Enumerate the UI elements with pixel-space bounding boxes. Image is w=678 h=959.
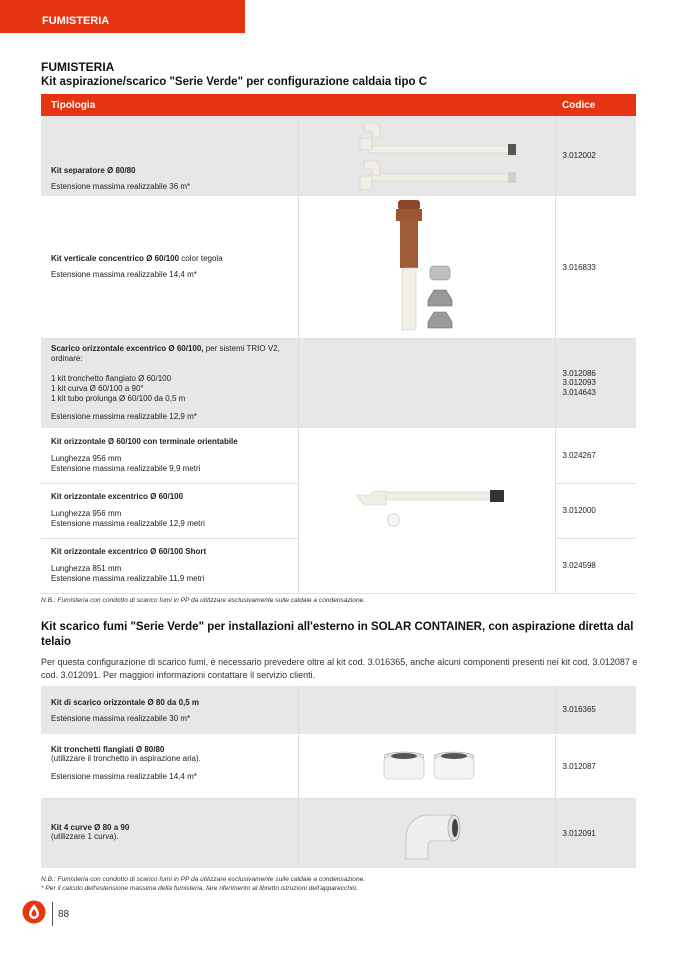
page-subtitle: Kit aspirazione/scarico "Serie Verde" per configurazione caldaia tipo C [41,76,428,88]
flanged-fittings-image [378,747,478,787]
vertical-kit-image [390,200,465,332]
row-title: Kit orizzontale excentrico Ø 60/100 Short [51,546,207,556]
brand-logo-icon [22,900,46,924]
section-tab: FUMISTERIA [0,0,245,33]
row-code: 3.016833 [555,196,636,338]
table-row [41,734,636,798]
row-line: Estensione massima realizzabile 9,9 metri [51,463,201,473]
table-row [41,116,636,196]
products-table-1 [41,94,636,594]
product-image-cell [298,686,555,734]
row-line: Estensione massima realizzabile 14,4 m* [51,771,197,781]
row-code: 3.012087 [555,734,636,798]
row-title: Kit tronchetti flangiati Ø 80/80 [51,744,165,754]
section2-title: Kit scarico fumi "Serie Verde" per installazioni all'esterno in SOLAR CONTAINER, con aspirazione diretta dal telaio [41,621,634,648]
row-line: Estensione massima realizzabile 12,9 metri [51,518,205,528]
header-code: Codice [555,94,636,116]
row-code: 3.024598 [555,538,636,593]
page-title: FUMISTERIA [41,60,115,74]
separator-kit-image [350,118,525,196]
row-title: Kit separatore Ø 80/80 [51,166,136,175]
product-image-cell [298,338,555,428]
footer-divider [52,902,53,926]
row-line: 1 kit tronchetto flangiato Ø 60/100 [51,373,172,383]
table-row [41,798,636,868]
row-title: Kit orizzontale Ø 60/100 con terminale orientabile [51,436,238,446]
row-line: (utilizzare il tronchetto in aspirazione aria). [51,753,201,763]
row-line: (utilizzare 1 curva). [51,831,119,841]
elbow-curves-image [400,805,470,860]
row-code: 3.012086 3.012093 3.014643 [555,338,636,428]
table-row [41,196,636,338]
footnote-extension: * Per il calcolo dell'estensione massima della fumisteria, fare riferimento al libretto istruzioni dell'apparecchio. [41,885,358,892]
row-title: Kit orizzontale excentrico Ø 60/100 [51,491,184,501]
footnote-condensation: N.B.: Fumisteria con condotto di scarico fumi in PP da utilizzare esclusivamente sulle caldaie a condensazione. [41,597,366,604]
section2-paragraph: Per questa configurazione di scarico fumi, è necessario prevedere oltre al kit cod. 3.016365, anche alcuni componenti presenti nei kit cod. 3.012087 e cod. 3.012091. Per maggiori informazioni contattare il servizio clienti. [41,657,638,680]
row-title: Kit verticale concentrico Ø 60/100 color tegola [51,253,223,263]
table-row [41,338,636,428]
row-line: Estensione massima realizzabile 12,9 m* [51,411,197,421]
row-line: Estensione massima realizzabile 14,4 m* [51,269,197,279]
row-code: 3.012091 [555,798,636,868]
row-title: Kit 4 curve Ø 80 a 90 [51,822,130,832]
products-table-2 [41,686,636,869]
row-line: 1 kit curva Ø 60/100 a 90° [51,383,144,393]
row-line: 1 kit tubo prolunga Ø 60/100 da 0,5 m [51,393,186,403]
header-type: Tipologia [41,94,555,116]
row-line: Estensione massima realizzabile 36 m* [51,182,191,191]
row-code: 3.016365 [555,686,636,734]
row-code: 3.012000 [555,483,636,538]
row-code: 3.024267 [555,428,636,483]
horizontal-kit-image [352,485,512,530]
row-line: Lunghezza 956 mm [51,453,122,463]
table-row [41,686,636,734]
row-line: Lunghezza 956 mm [51,508,122,518]
table-row [41,428,636,483]
row-line: Lunghezza 851 mm [51,563,122,573]
footnote-condensation-2: N.B.: Fumisteria con condotto di scarico fumi in PP da utilizzare esclusivamente sulle caldaie a condensazione. [41,876,366,883]
row-line: Estensione massima realizzabile 30 m* [51,714,191,723]
row-code: 3.012002 [555,116,636,196]
row-line: Estensione massima realizzabile 11,9 metri [51,573,205,583]
row-title: Scarico orizzontale excentrico Ø 60/100, per sistemi TRIO V2, ordinare: [51,343,280,363]
row-title: Kit di scarico orizzontale Ø 80 da 0,5 m [51,698,200,707]
page-number: 88 [58,909,70,920]
